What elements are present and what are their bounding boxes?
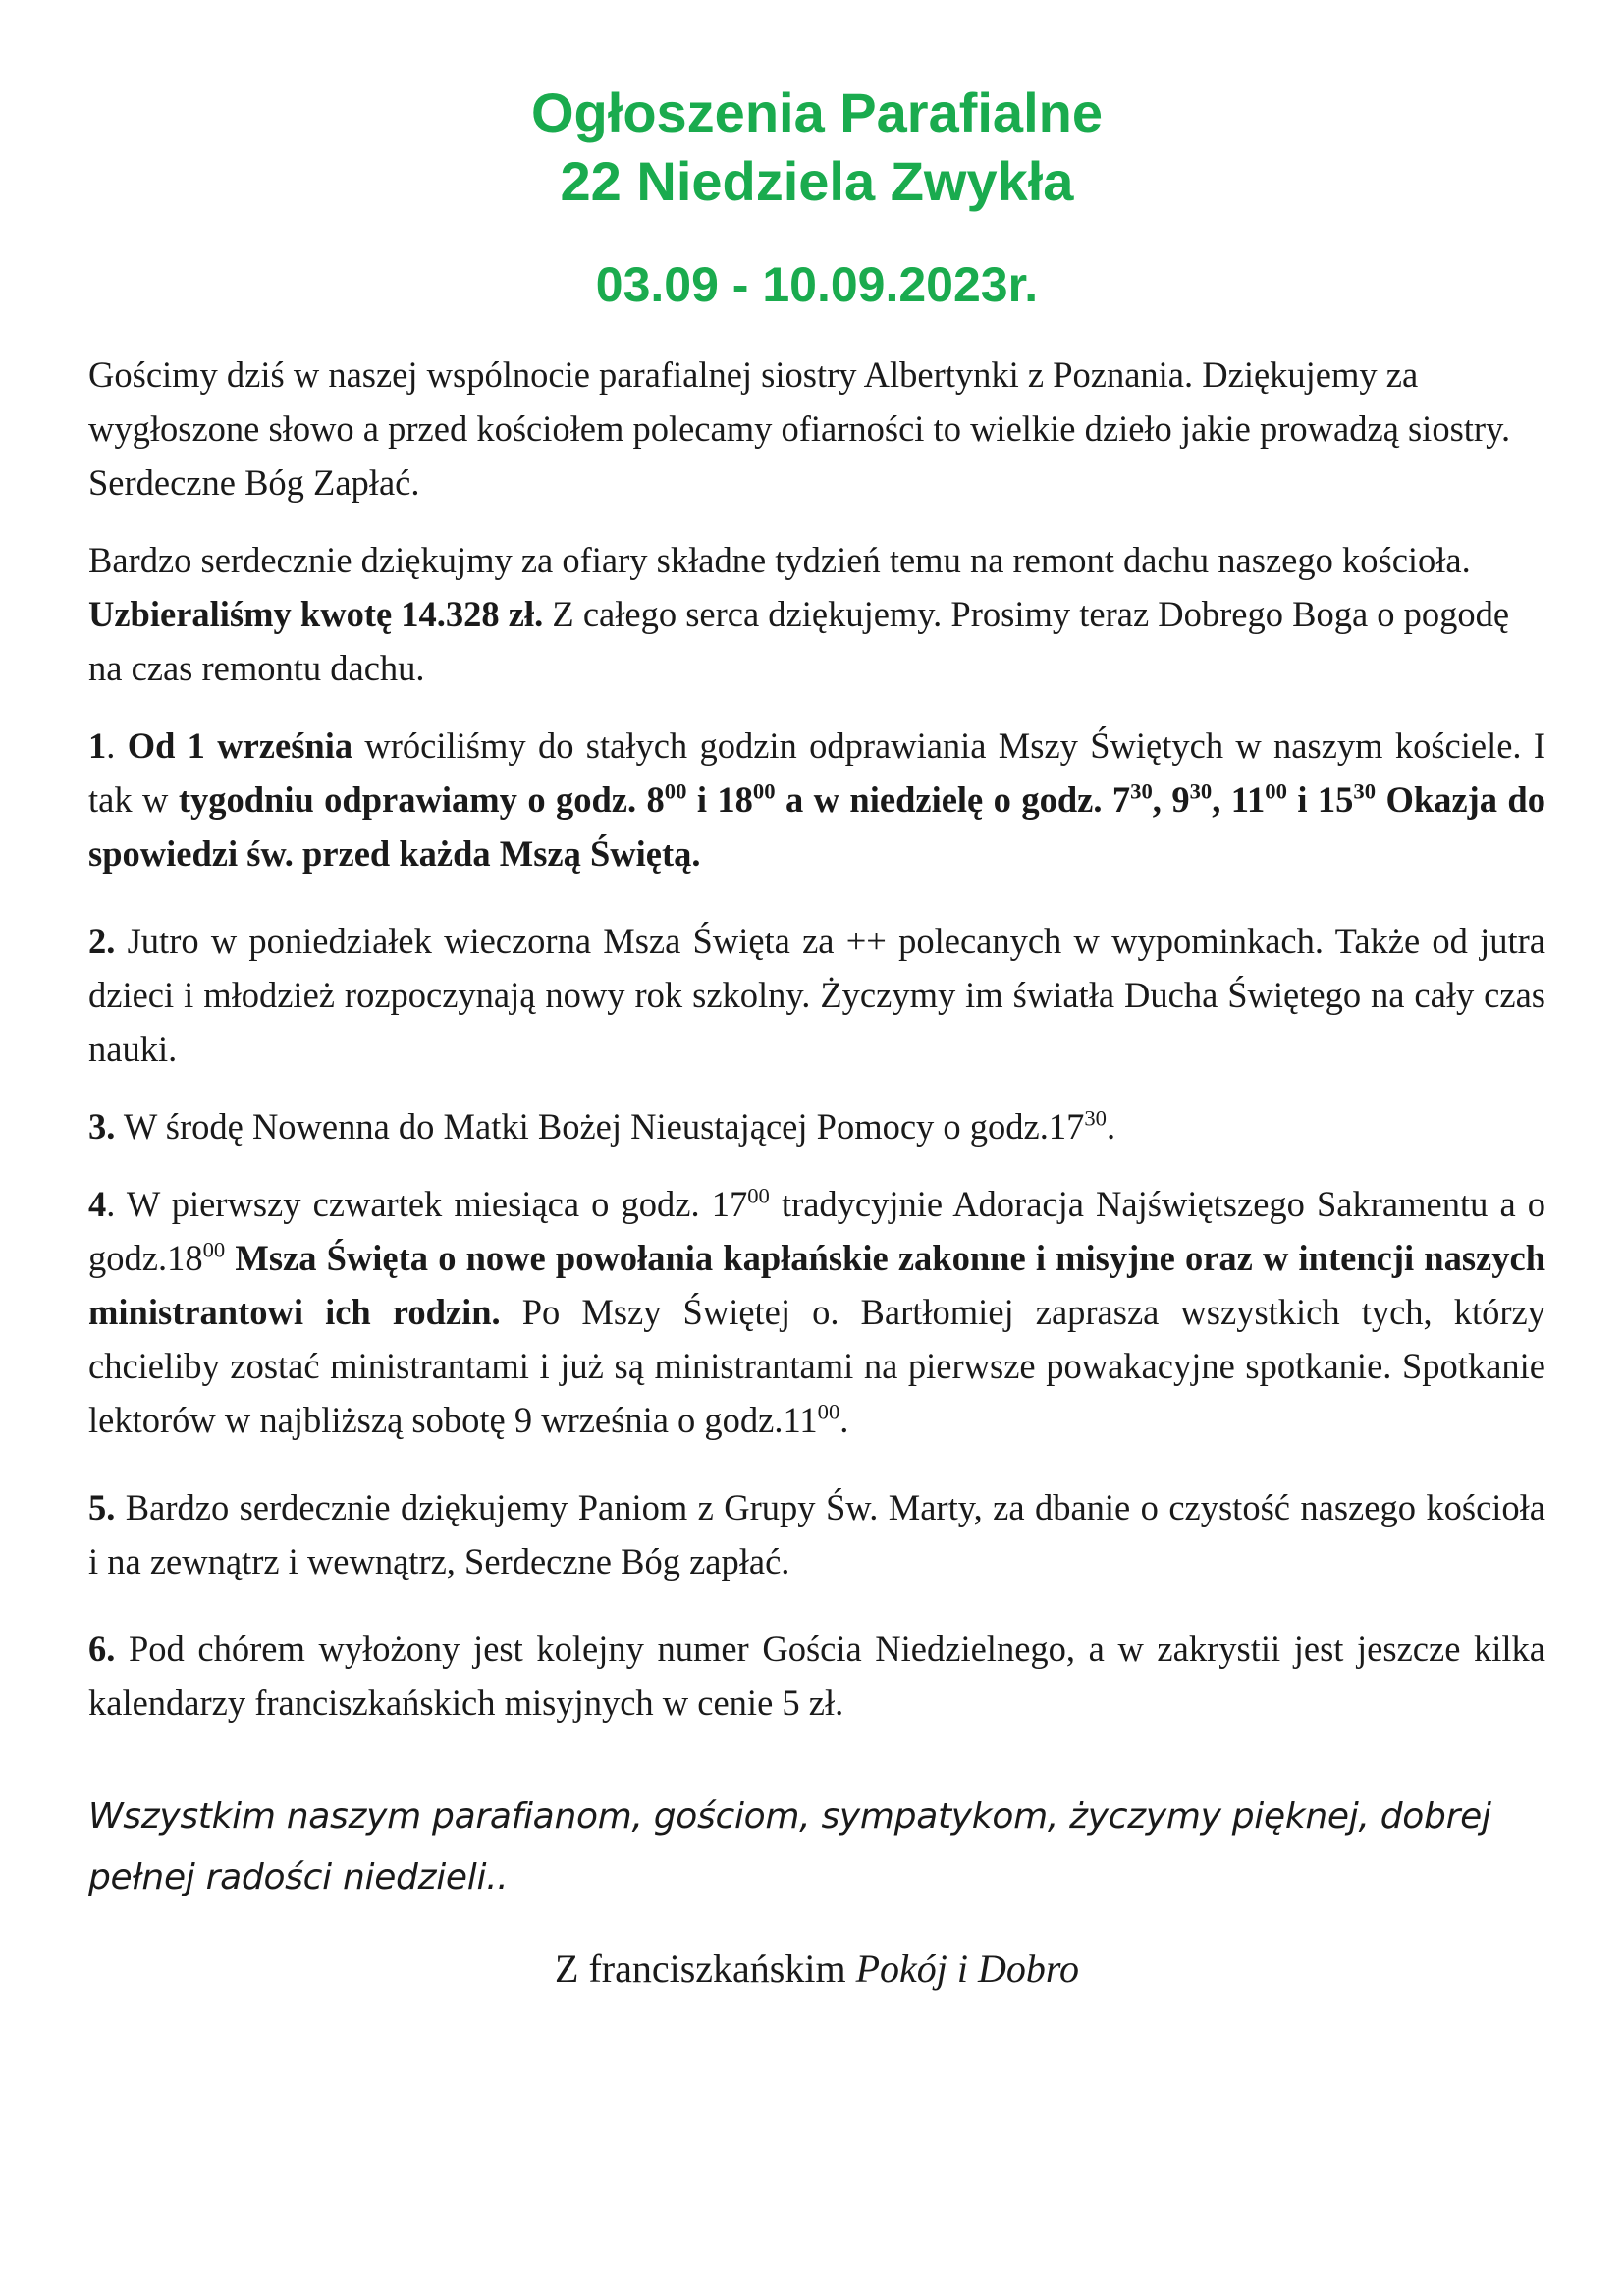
mass-times: tygodniu odprawiamy o godz. $8^{00}$ i $18^{00}$ a w niedzielę o godz. $7^{30}$, $9^{30}$, $11^{00}$ i $15^{30}$ Okazja do spowiedzi św. przed każda Mszą Świętą.	[88, 778, 1545, 874]
item-number: 2.	[88, 921, 116, 961]
closing-wish: Wszystkim naszym parafianom, gościom, sympatykom, życzymy pięknej, dobrej pełnej radości niedzieli..	[88, 1796, 1491, 1897]
intro-text-2c: Z całego serca dziękujemy. Prosimy teraz Dobrego Boga o pogodę na czas remontu dachu.	[88, 594, 1510, 688]
announcement-item-4: 4. W pierwszy czwartek miesiąca o godz. $17^{00}$ tradycyjnie Adoracja Najświętszego Sakramentu a o $godz.18^{00}$ Msza Święta o nowe powołania kapłańskie zakonne i misyjne oraz w intencji naszych ministrantowi ich rodzin. Po Mszy Świętej o. Bartłomiej zaprasza wszystkich tych, którzy chcieliby zostać ministrantami i już są ministrantami na pierwsze powakacyjne spotkanie. Spotkanie lektorów w najbliższą sobotę 9 września o $godz.11^{00}$.	[88, 1183, 1546, 1440]
intro-paragraph-guests	[88, 347, 1545, 509]
item-number: 4	[88, 1184, 107, 1224]
collected-amount: Uzbieraliśmy kwotę 14.328 zł.	[88, 594, 544, 634]
announcement-item-6: 6. Pod chórem wyłożony jest kolejny numer Gościa Niedzielnego, a w zakrystii jest jeszcze kilka kalendarzy franciszkańskich misyjnych w cenie 5 zł.	[88, 1629, 1545, 1723]
intro-paragraph-roof	[88, 533, 1545, 695]
pax-et-bonum: Pokój i Dobro	[855, 1947, 1079, 1991]
title-line-1: Ogłoszenia Parafialne	[531, 81, 1103, 143]
item-1-lead: Od 1 września	[127, 725, 353, 766]
announcement-item-5: 5. Bardzo serdecznie dziękujemy Paniom z Grupy Św. Marty, za dbanie o czystość naszego kościoła i na zewnątrz i wewnątrz, Serdeczne Bóg zapłać.	[88, 1487, 1545, 1581]
intro-text-1: Gościmy dziś w naszej wspólnocie parafialnej siostry Albertynki z Poznania. Dziękujemy za wygłoszone słowo a przed kościołem polecamy ofiarności to wielkie dzieło jakie prowadzą siostry. Serdeczne Bóg Zapłać.	[88, 354, 1511, 503]
date-range: 03.09 - 10.09.2023r.	[595, 257, 1039, 312]
vocation-mass: Msza Święta o nowe powołania kapłańskie zakonne i misyjne oraz w intencji naszych ministrantowi ich rodzin.	[88, 1238, 1545, 1332]
item-number: 1	[88, 725, 107, 766]
page-title	[88, 79, 1545, 216]
intro-text-2a: Bardzo serdecznie dziękujmy za ofiary składne tydzień temu na remont dachu naszego kościoła.	[88, 540, 1471, 580]
announcement-page	[88, 79, 1545, 1997]
announcement-item-2: 2. Jutro w poniedziałek wieczorna Msza Święta za ++ polecanych w wypominkach. Także od jutra dzieci i młodzież rozpoczynają nowy rok szkolny. Życzymy im światła Ducha Świętego na cały czas nauki.	[88, 921, 1545, 1069]
item-number: 5.	[88, 1487, 116, 1527]
title-line-2: 22 Niedziela Zwykła	[560, 150, 1074, 212]
item-number: 3.	[88, 1106, 116, 1147]
announcement-item-1: 1. Od 1 września wróciliśmy do stałych godzin odprawiania Mszy Świętych w naszym kościele. I tak w tygodniu odprawiamy o godz. $8^{00}$ i $18^{00}$ a w niedzielę o godz. $7^{30}$, $9^{30}$, $11^{00}$ i $15^{30}$ Okazja do spowiedzi św. przed każda Mszą Świętą.	[88, 725, 1546, 874]
item-number: 6.	[88, 1629, 116, 1669]
signature-line: Z franciszkańskim Pokój i Dobro	[555, 1947, 1079, 1991]
announcement-item-3: 3. W środę Nowenna do Matki Bożej Nieustającej Pomocy o $godz.17^{30}$.	[88, 1105, 1116, 1147]
